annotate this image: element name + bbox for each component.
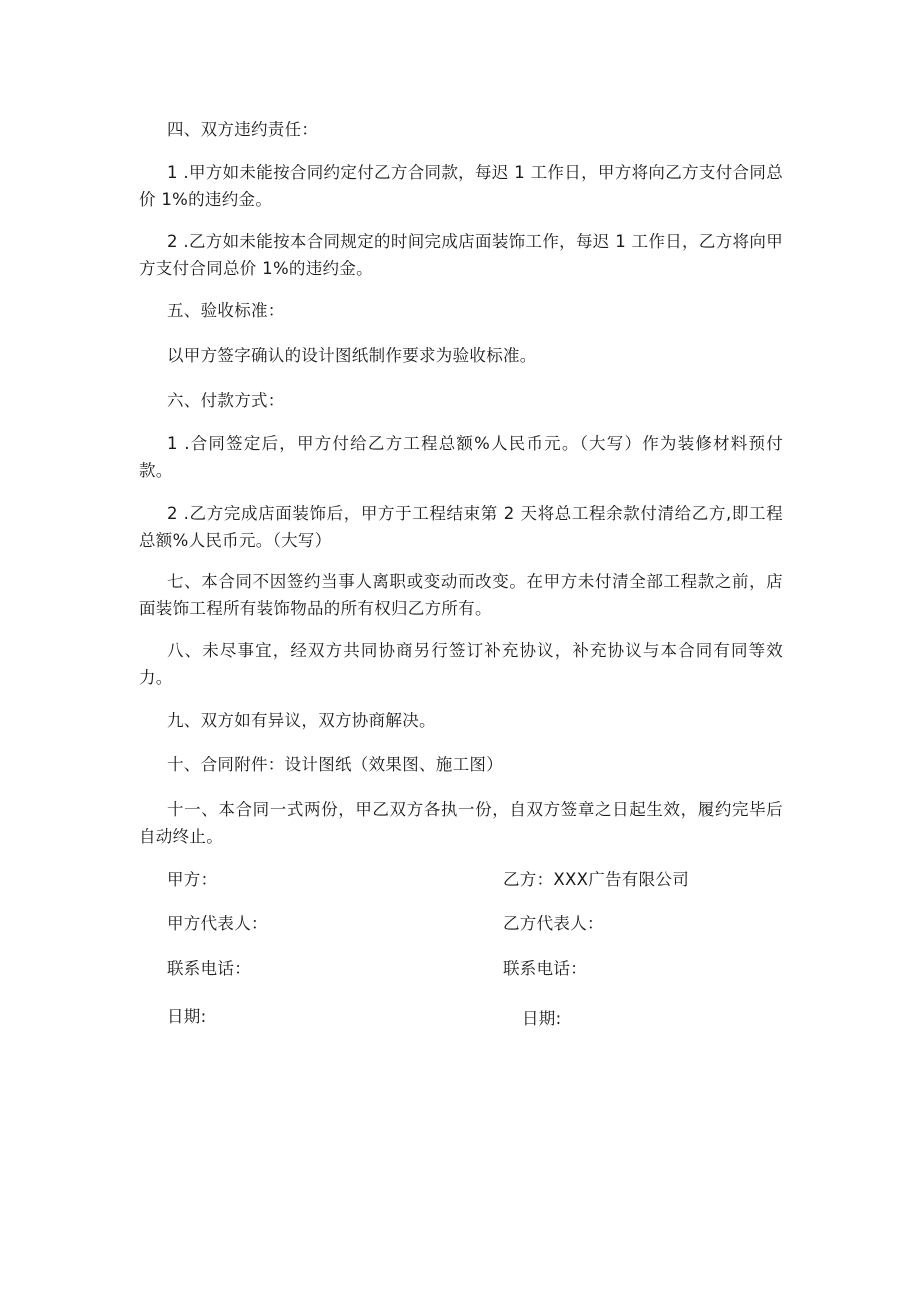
section-4-item-1: 1 .甲方如未能按合同约定付乙方合同款，每迟 1 工作日，甲方将向乙方支付合同总价 1%的违约金。 [139, 163, 783, 209]
party-b-label: 乙方：XXX广告有限公司 [503, 870, 690, 889]
section-4-heading: 四、双方违约责任： [167, 120, 319, 139]
section-6-heading: 六、付款方式： [167, 391, 285, 410]
party-b-phone-label: 联系电话： [503, 959, 587, 978]
section-5-body: 以甲方签字确认的设计图纸制作要求为验收标准。 [167, 346, 537, 365]
section-9: 九、双方如有异议，双方协商解决。 [167, 711, 436, 730]
party-b-date-label: 日期: [522, 1009, 562, 1028]
party-a-representative-label: 甲方代表人： [167, 914, 268, 933]
party-b-representative-label: 乙方代表人： [503, 914, 604, 933]
party-a-label: 甲方： [167, 870, 218, 889]
party-a-phone-label: 联系电话： [167, 959, 251, 978]
party-a-date-label: 日期: [167, 1007, 207, 1026]
section-8: 八、未尽事宜，经双方共同协商另行签订补充协议，补充协议与本合同有同等效力。 [139, 641, 783, 687]
section-11: 十一、本合同一式两份，甲乙双方各执一份，自双方签章之日起生效，履约完毕后自动终止。 [139, 800, 783, 846]
section-7: 七、本合同不因签约当事人离职或变动而改变。在甲方未付清全部工程款之前，店面装饰工程所有装饰物品的所有权归乙方所有。 [139, 572, 783, 618]
section-10: 十、合同附件：设计图纸（效果图、施工图） [167, 755, 503, 774]
section-6-item-2: 2 .乙方完成店面装饰后，甲方于工程结束第 2 天将总工程余款付清给乙方,即工程总额%人民币元。（大写） [139, 504, 783, 550]
section-6-item-1: 1 .合同签定后，甲方付给乙方工程总额%人民币元。（大写）作为装修材料预付款。 [139, 434, 783, 480]
section-5-heading: 五、验收标准： [167, 301, 285, 320]
section-4-item-2: 2 .乙方如未能按本合同规定的时间完成店面装饰工作，每迟 1 工作日，乙方将向甲方支付合同总价 1%的违约金。 [139, 232, 783, 278]
